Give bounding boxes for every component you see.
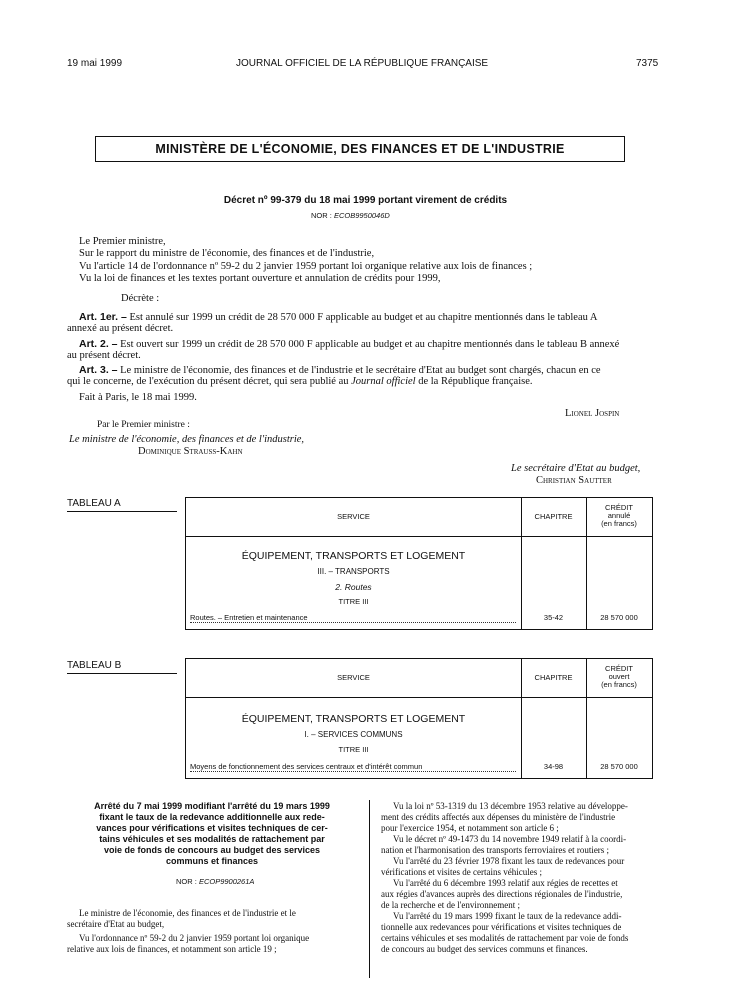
divider bbox=[186, 536, 652, 537]
body-line: Vu l'arrêté du 23 février 1978 fixant les taux de redevances pour bbox=[393, 856, 625, 866]
body-line: nation et l'harmonisation des transports ferroviaires et routiers ; bbox=[381, 845, 610, 855]
body-line: Vu la loi nº 53-1319 du 13 décembre 1953 relative au développe- bbox=[393, 801, 628, 811]
article-3-cont bbox=[67, 376, 533, 388]
secretary-name: Christian Sautter bbox=[536, 475, 612, 486]
minister-title: Le ministre de l'économie, des finances et de l'industrie, bbox=[69, 434, 305, 445]
arrete-title-line: vances pour vérifications et visites techniques de cer- bbox=[96, 823, 328, 833]
article-label: Art. 3. – bbox=[79, 364, 118, 376]
body-line: pour l'exercice 1954, et notamment son article 6 ; bbox=[381, 823, 559, 833]
arrete-right-body bbox=[381, 801, 671, 955]
divider bbox=[67, 511, 177, 512]
titre-heading: TITRE III bbox=[338, 745, 369, 754]
article-2 bbox=[79, 338, 619, 351]
table-row-montant: 28 570 000 bbox=[600, 613, 638, 622]
article-label: Art. 2. – bbox=[79, 338, 118, 350]
body-line: secrétaire d'Etat au budget, bbox=[67, 919, 165, 929]
arrete-title-line: tains véhicules et ses modalités de rattachement par bbox=[99, 834, 325, 844]
article-2-cont: au présent décret. bbox=[67, 350, 141, 361]
header-credit-line: annulé bbox=[607, 511, 631, 520]
arrete-title bbox=[67, 801, 357, 867]
body-line: Vu l'arrêté du 6 décembre 1993 relatif aux régies de recettes et bbox=[393, 878, 618, 888]
article-text: de la République française. bbox=[418, 376, 533, 387]
journal-officiel-ref: Journal officiel bbox=[351, 376, 416, 387]
column-divider bbox=[369, 800, 370, 978]
body-line: Vu l'arrêté du 19 mars 1999 fixant le taux de la redevance addi- bbox=[393, 911, 622, 921]
sub-heading: 2. Routes bbox=[335, 582, 372, 592]
header-chapitre: CHAPITRE bbox=[534, 673, 573, 682]
nor-code: ECOB9950046D bbox=[333, 211, 390, 220]
arrete-title-line: communs et finances bbox=[165, 856, 259, 866]
body-line: de concours au budget des services communs et finances. bbox=[381, 944, 588, 954]
arrete-left-body bbox=[67, 908, 359, 955]
decree-title: Décret nº 99-379 du 18 mai 1999 portant virement de crédits bbox=[223, 195, 508, 206]
tableau-a-label: TABLEAU A bbox=[67, 498, 121, 509]
par-le-premier-ministre: Par le Premier ministre : bbox=[97, 420, 190, 430]
body-line: aux régies d'avances auprès des directions régionales de l'industrie, bbox=[381, 889, 623, 899]
article-text: Est ouvert sur 1999 un crédit de 28 570 000 F applicable au budget et au chapitre mentionnés dans le tableau B annexé bbox=[120, 339, 620, 350]
body-line: Vu le décret nº 49-1473 du 14 novembre 1949 relatif à la coordi- bbox=[393, 834, 627, 844]
header-chapitre: CHAPITRE bbox=[534, 512, 573, 521]
tableau-b bbox=[185, 658, 653, 779]
arrete-title-line: voie de fonds de concours au budget des services bbox=[103, 845, 321, 855]
arrete-title-line: fixant le taux de la redevance additionnelle aux rede- bbox=[99, 812, 325, 822]
nor-label: NOR : bbox=[176, 877, 197, 886]
header-service: SERVICE bbox=[337, 673, 370, 682]
header-credit-line: CRÉDIT bbox=[605, 503, 633, 512]
header-date: 19 mai 1999 bbox=[67, 58, 123, 69]
preamble-line: Vu la loi de finances et les textes portant ouverture et annulation de crédits pour 1999, bbox=[79, 273, 441, 284]
ministere-heading: ÉQUIPEMENT, TRANSPORTS ET LOGEMENT bbox=[241, 550, 466, 562]
body-line: Vu l'ordonnance nº 59-2 du 2 janvier 1959 portant loi organique bbox=[79, 933, 310, 943]
header-credit-line: (en francs) bbox=[601, 519, 637, 528]
table-row-chapitre: 34-98 bbox=[543, 762, 564, 771]
ministry-banner: MINISTÈRE DE L'ÉCONOMIE, DES FINANCES ET DE L'INDUSTRIE bbox=[95, 136, 625, 162]
table-row-montant: 28 570 000 bbox=[600, 762, 638, 771]
preamble-line: Vu l'article 14 de l'ordonnance nº 59-2 du 2 janvier 1959 portant loi organique relative aux lois de finances ; bbox=[79, 261, 533, 272]
body-line: de la recherche et de l'environnement ; bbox=[381, 900, 521, 910]
arrete-title-line: Arrêté du 7 mai 1999 modifiant l'arrêté du 19 mars 1999 bbox=[94, 801, 330, 811]
body-line: tionnelle aux redevances pour vérifications et visites techniques de bbox=[381, 922, 622, 932]
table-row-label: Routes. – Entretien et maintenance bbox=[190, 613, 516, 623]
table-row-chapitre: 35-42 bbox=[543, 613, 564, 622]
preamble-line: Sur le rapport du ministre de l'économie, des finances et de l'industrie, bbox=[79, 248, 375, 259]
tableau-b-label: TABLEAU B bbox=[67, 660, 122, 671]
article-1-cont: annexé au présent décret. bbox=[67, 323, 174, 334]
body-line: relative aux lois de finances, et notamment son article 19 ; bbox=[67, 944, 277, 954]
header-credit-line: (en francs) bbox=[601, 680, 637, 689]
article-text: Le ministre de l'économie, des finances et de l'industrie et le secrétaire d'Etat au budget sont chargés, chacun en ce bbox=[120, 365, 601, 376]
body-line: Le ministre de l'économie, des finances et de l'industrie et le bbox=[79, 908, 296, 918]
header-credit bbox=[586, 665, 652, 689]
header-credit-line: ouvert bbox=[608, 672, 630, 681]
arrete-nor bbox=[176, 877, 254, 886]
page-number: 7375 bbox=[636, 58, 659, 69]
ministere-heading: ÉQUIPEMENT, TRANSPORTS ET LOGEMENT bbox=[241, 713, 466, 725]
minister-name: Dominique Strauss-Kahn bbox=[138, 446, 243, 457]
article-text: qui le concerne, de l'exécution du présent décret, qui sera publié au bbox=[67, 376, 349, 387]
signer-name: Lionel Jospin bbox=[565, 408, 620, 419]
preamble-line: Le Premier ministre, bbox=[79, 236, 166, 247]
decrete: Décrète : bbox=[121, 293, 160, 304]
nor-label: NOR : bbox=[311, 211, 332, 220]
section-heading: I. – SERVICES COMMUNS bbox=[304, 730, 403, 739]
decree-nor bbox=[311, 211, 390, 220]
nor-code: ECOP9900261A bbox=[198, 877, 255, 886]
header-credit-line: CRÉDIT bbox=[605, 664, 633, 673]
article-text: Est annulé sur 1999 un crédit de 28 570 000 F applicable au budget et au chapitre mentionnés dans le tableau A bbox=[129, 312, 598, 323]
journal-title: JOURNAL OFFICIEL DE LA RÉPUBLIQUE FRANÇAISE bbox=[236, 58, 489, 69]
body-line: ment des crédits affectés aux dépenses du ministère de l'industrie bbox=[381, 812, 616, 822]
titre-heading: TITRE III bbox=[338, 597, 369, 606]
body-line: vérifications et visites de certains véhicules ; bbox=[381, 867, 542, 877]
header-service: SERVICE bbox=[337, 512, 370, 521]
table-row-label: Moyens de fonctionnement des services centraux et d'intérêt commun bbox=[190, 762, 516, 772]
tableau-a bbox=[185, 497, 653, 630]
divider bbox=[67, 673, 177, 674]
secretary-title: Le secrétaire d'Etat au budget, bbox=[511, 463, 641, 474]
divider bbox=[186, 697, 652, 698]
fait-a-paris: Fait à Paris, le 18 mai 1999. bbox=[79, 392, 197, 403]
section-heading: III. – TRANSPORTS bbox=[317, 567, 390, 576]
article-label: Art. 1er. – bbox=[79, 311, 127, 323]
header-credit bbox=[586, 504, 652, 528]
body-line: certains véhicules et ses modalités de rattachement par voie de fonds bbox=[381, 933, 629, 943]
